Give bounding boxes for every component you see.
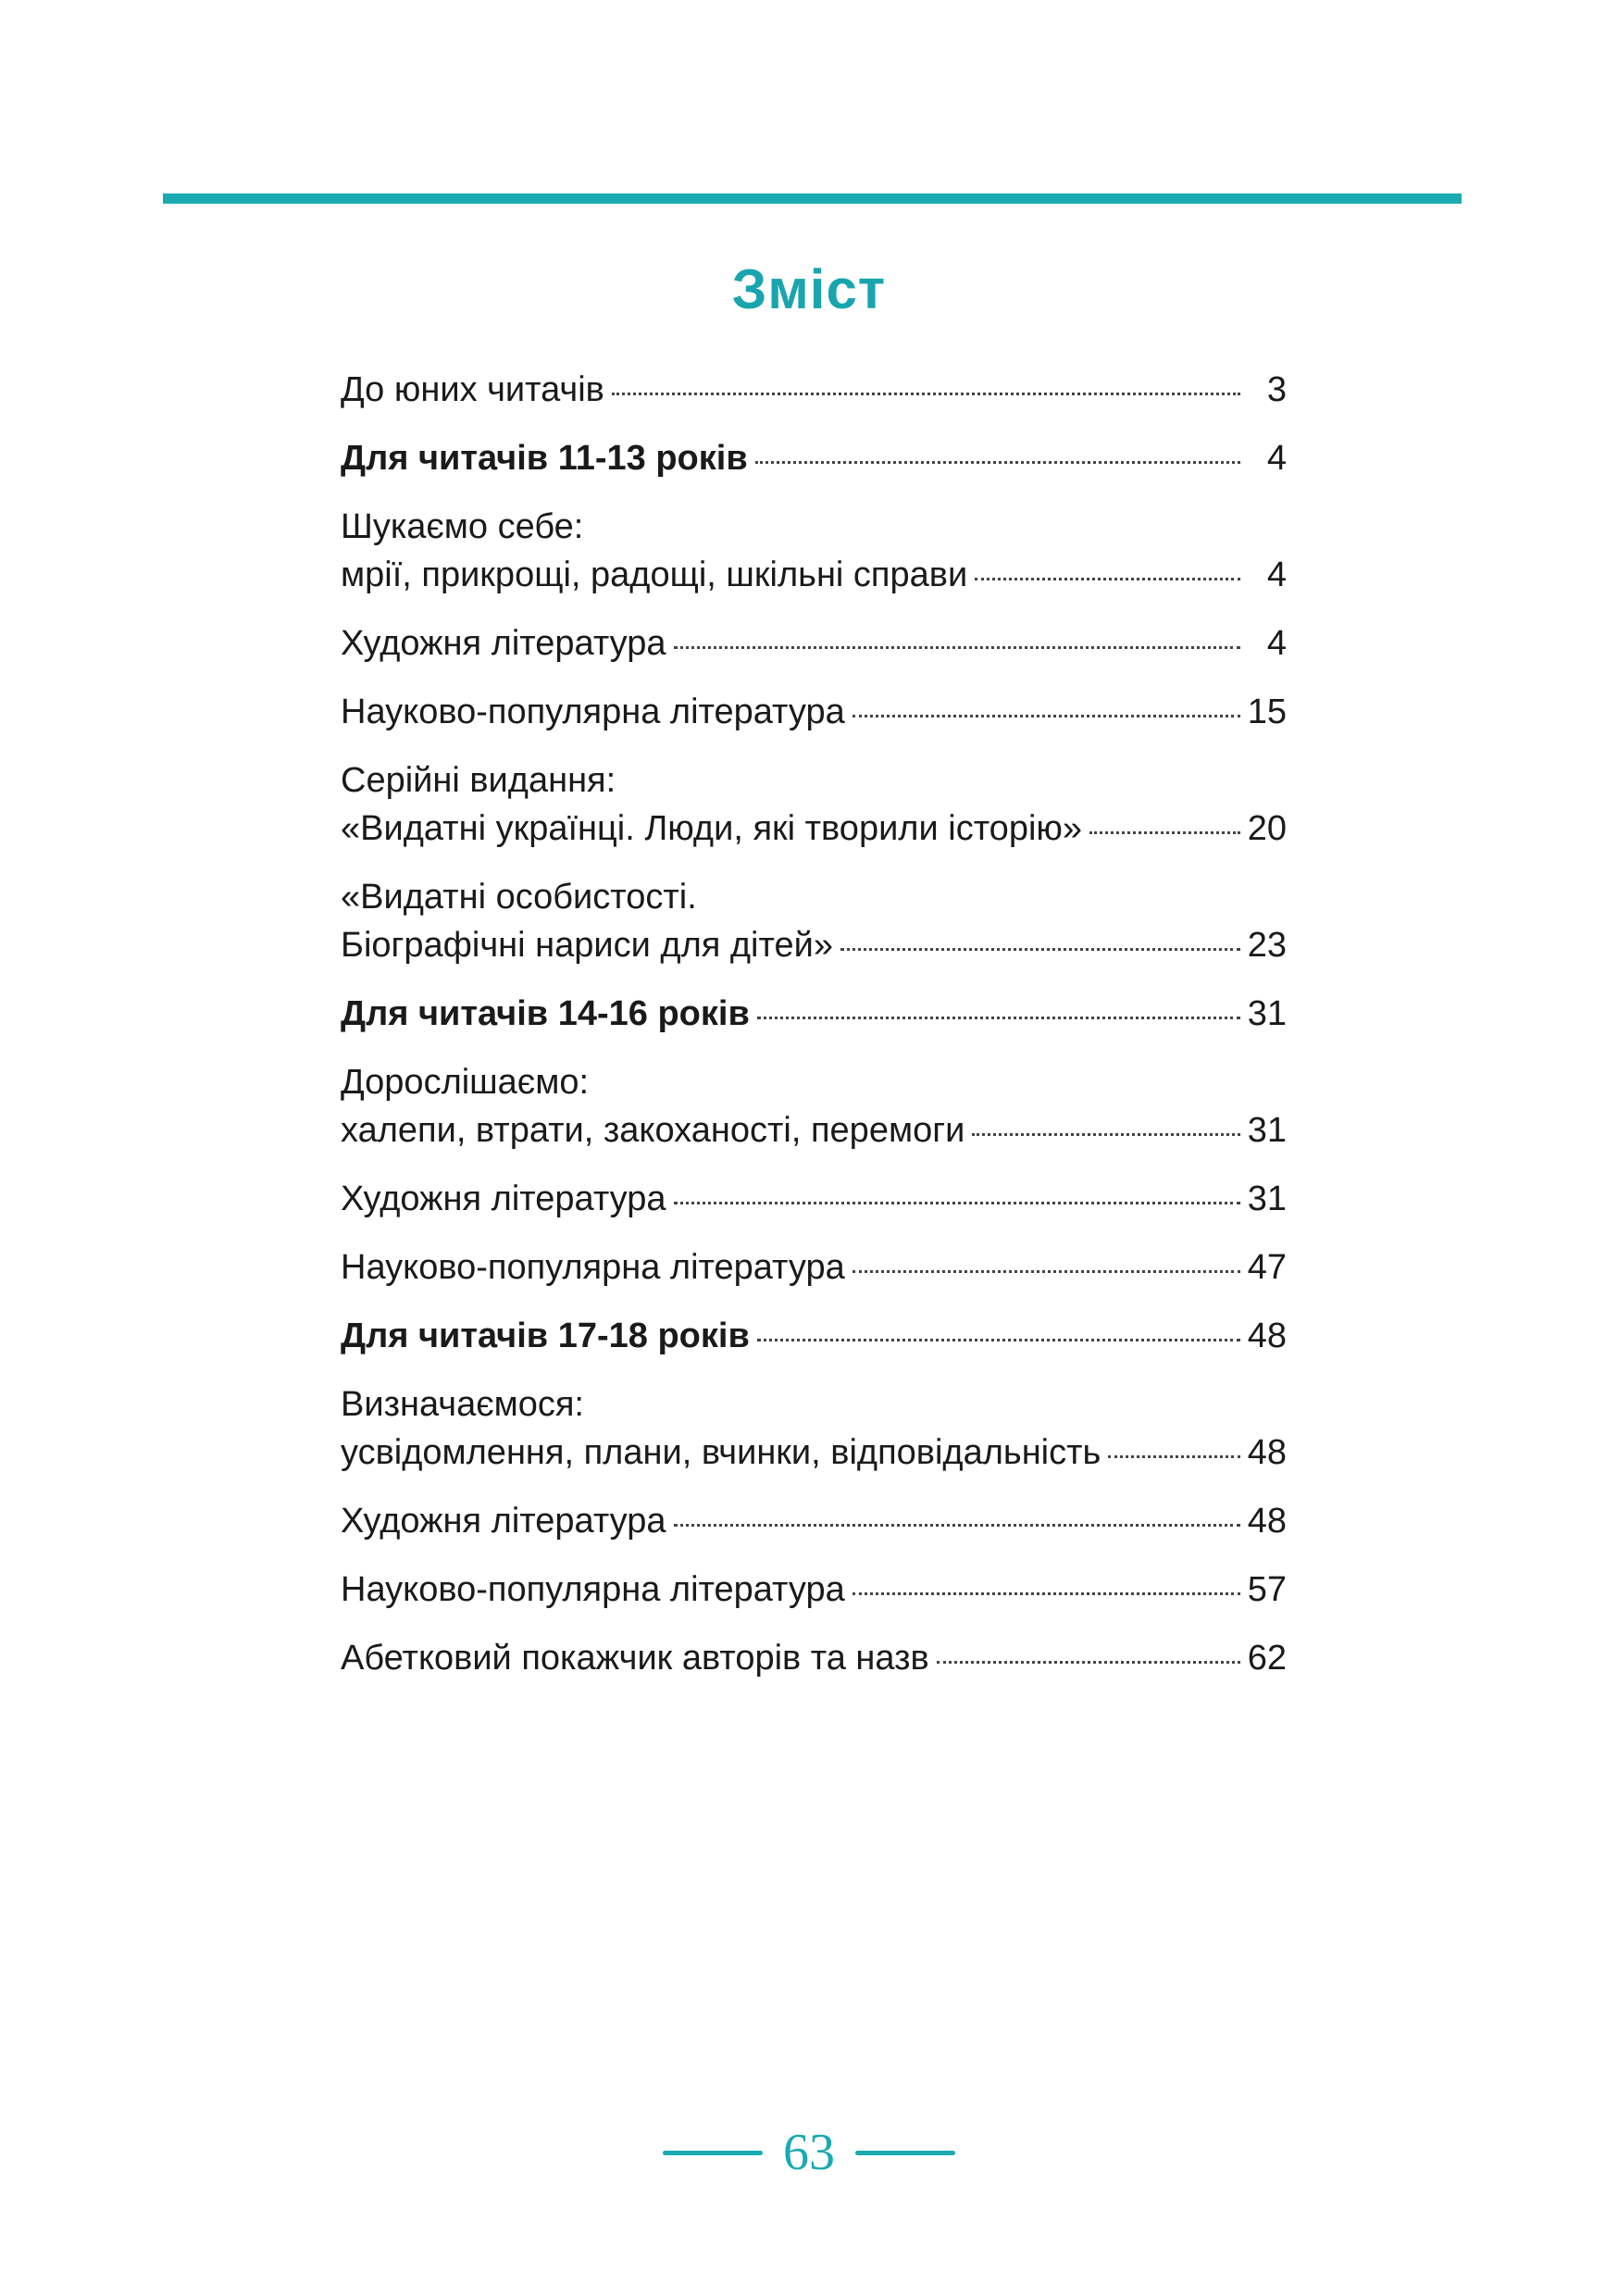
toc-entry — [341, 873, 1287, 969]
toc-entry-title: Художня література — [341, 624, 666, 663]
toc-entry-title: халепи, втрати, закоханості, перемоги — [341, 1111, 965, 1150]
toc-line — [341, 1058, 1287, 1106]
toc-entry-title: Художня література — [341, 1502, 666, 1541]
toc-page-number: 4 — [1266, 555, 1287, 594]
toc-entry — [341, 1497, 1287, 1545]
toc-entry-title: Шукаємо себе: — [341, 507, 584, 546]
toc-entry-title: мрії, прикрощі, радощі, шкільні справи — [341, 555, 968, 594]
toc-entry-title: Науково-популярна література — [341, 1248, 845, 1287]
toc-entry — [341, 503, 1287, 599]
top-rule — [163, 193, 1462, 204]
toc-entry — [341, 1243, 1287, 1292]
page-title: Зміст — [731, 258, 887, 320]
toc-entry — [341, 1634, 1287, 1682]
dot-leader — [612, 393, 1240, 395]
toc-entry — [341, 366, 1287, 414]
toc-line — [341, 1380, 1287, 1429]
toc-line — [341, 551, 1287, 599]
toc-page-number: 4 — [1266, 439, 1287, 478]
toc-line — [341, 1243, 1287, 1292]
toc-page-number: 31 — [1247, 1111, 1287, 1150]
toc-line — [341, 1312, 1287, 1360]
dot-leader — [853, 715, 1240, 718]
toc-entry — [341, 1566, 1287, 1614]
toc-line — [341, 688, 1287, 736]
toc-line — [341, 619, 1287, 668]
toc-page-number: 47 — [1247, 1248, 1287, 1287]
toc-entry-title: Дорослішаємо: — [341, 1063, 590, 1102]
dot-leader — [674, 646, 1241, 649]
toc-line — [341, 805, 1287, 853]
dot-leader — [1089, 831, 1240, 834]
dot-leader — [755, 461, 1240, 464]
toc-line — [341, 503, 1287, 551]
toc-line — [341, 1175, 1287, 1223]
dot-leader — [1108, 1455, 1240, 1458]
toc-page-number: 31 — [1247, 994, 1287, 1033]
toc-line — [341, 756, 1287, 805]
toc-entry-title: Для читачів 17-18 років — [341, 1316, 750, 1355]
toc-entry-title: Серійні видання: — [341, 761, 616, 800]
toc-entry — [341, 1380, 1287, 1477]
footer-dash-left — [663, 2151, 763, 2155]
toc-entry-title: усвідомлення, плани, вчинки, відповідальність — [341, 1433, 1101, 1472]
toc-entry-title: Абетковий покажчик авторів та назв — [341, 1639, 929, 1678]
dot-leader — [840, 948, 1240, 951]
toc-entry-title: Науково-популярна література — [341, 1570, 845, 1609]
toc-line — [341, 990, 1287, 1038]
toc-entry-title: Для читачів 14-16 років — [341, 994, 750, 1033]
toc-line — [341, 921, 1287, 969]
toc-entry — [341, 434, 1287, 482]
toc-line — [341, 1106, 1287, 1154]
toc-line — [341, 1429, 1287, 1477]
toc-entry-title: Художня література — [341, 1179, 666, 1218]
toc-page-number: 31 — [1247, 1179, 1287, 1218]
toc-entry — [341, 990, 1287, 1038]
toc-page-number: 48 — [1247, 1502, 1287, 1541]
toc-line — [341, 1634, 1287, 1682]
dot-leader — [757, 1339, 1240, 1341]
toc-page-number: 15 — [1247, 693, 1287, 731]
dot-leader — [937, 1661, 1240, 1664]
toc-entry-title: «Видатні українці. Люди, які творили історію» — [341, 809, 1083, 848]
toc-entry-title: Біографічні нариси для дітей» — [341, 926, 833, 965]
toc-entry-title: «Видатні особистості. — [341, 878, 697, 917]
toc-page-number: 20 — [1247, 809, 1287, 848]
page-number: 63 — [783, 2124, 835, 2181]
toc-line — [341, 434, 1287, 482]
dot-leader — [853, 1592, 1240, 1595]
toc-entry-title: Визначаємося: — [341, 1385, 584, 1424]
toc-line — [341, 1497, 1287, 1545]
toc-page-number: 48 — [1247, 1433, 1287, 1472]
dot-leader — [757, 1017, 1240, 1019]
dot-leader — [674, 1202, 1241, 1204]
footer-dash-right — [855, 2151, 955, 2155]
table-of-contents — [341, 366, 1287, 1703]
toc-entry-title: До юних читачів — [341, 370, 604, 409]
toc-page-number: 3 — [1266, 370, 1287, 409]
dot-leader — [972, 1133, 1240, 1136]
toc-entry-title: Для читачів 11-13 років — [341, 439, 748, 478]
toc-line — [341, 366, 1287, 414]
toc-page-number: 57 — [1247, 1570, 1287, 1609]
toc-page-number: 62 — [1247, 1639, 1287, 1678]
toc-line — [341, 873, 1287, 921]
toc-page-number: 48 — [1247, 1316, 1287, 1355]
dot-leader — [853, 1270, 1240, 1273]
toc-entry — [341, 1175, 1287, 1223]
dot-leader — [975, 578, 1240, 580]
toc-page-number: 4 — [1266, 624, 1287, 663]
toc-entry — [341, 688, 1287, 736]
toc-entry — [341, 1312, 1287, 1360]
page-footer — [0, 2123, 1618, 2182]
toc-entry — [341, 756, 1287, 853]
toc-entry — [341, 1058, 1287, 1154]
toc-entry — [341, 619, 1287, 668]
toc-entry-title: Науково-популярна література — [341, 693, 845, 731]
toc-page-number: 23 — [1247, 926, 1287, 965]
dot-leader — [674, 1524, 1241, 1527]
toc-line — [341, 1566, 1287, 1614]
